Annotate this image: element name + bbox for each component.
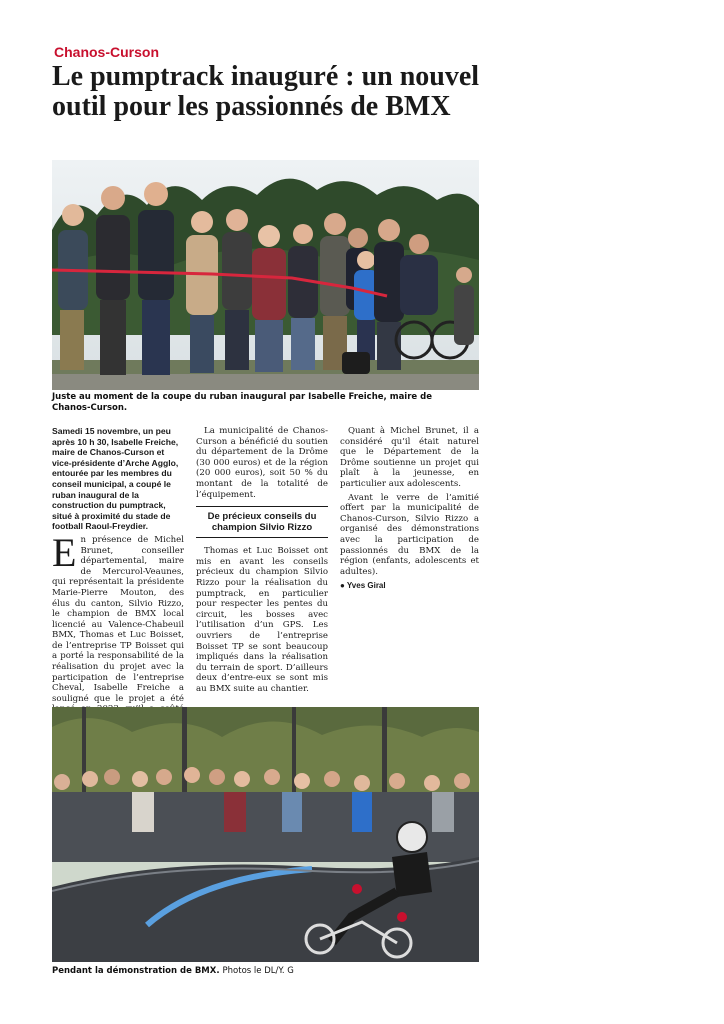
photo2-caption: Pendant la démonstration de BMX. Photos le DL/Y. G: [52, 966, 294, 976]
article-intertitle: De précieux conseils du champion Silvio Rizzo: [196, 506, 328, 538]
article-signature: ● Yves Giral: [340, 581, 386, 591]
photo1-caption: Juste au moment de la coupe du ruban inaugural par Isabelle Freiche, maire de Chanos-Curson.: [52, 392, 432, 413]
article-lead: Samedi 15 novembre, un peu après 10 h 30, Isabelle Freiche, maire de Chanos-Curson et vice-présidente d’Arche Agglo, entourée par les membres du conseil municipal, a coupé le ruban inaugural de la construction du pumptrack, situé à proximité du stade de football Raoul-Freydier.: [52, 426, 179, 532]
photo-credit: Photos le DL/Y. G: [222, 966, 294, 976]
article-column-3: [340, 426, 479, 592]
bmx-demo-photo: [52, 707, 479, 962]
article-paragraph-4: Quant à Michel Brunet, il a considéré qu’il était naturel que le Département de la Drôme soutienne un projet qui plaît à la jeunesse, en particulier aux adolescents.: [340, 426, 479, 489]
article-paragraph-5: Avant le verre de l’amitié offert par la municipalité de Chanos-Curson, Silvio Rizzo a organisé des démonstrations avec la participation de passionnés du BMX de la région (enfants, adolescents et adultes).: [340, 492, 479, 577]
article-paragraph-1: En présence de Michel Brunet, conseiller départemental, maire de Mercurol-Veaunes, qui représentait la présidente Marie-Pierre Mouton, des élus du canton, Silvio Rizzo, le champion de BMX local licencié au Valence-Chabeuil BMX, Thomas et Luc Boisset, de l’entreprise TP Boisset qui a porté la responsabilité de la réalisation du projet avec la participation de l’entreprise Cheval, Isabelle Freiche a souligné que le projet a été: [52, 529, 184, 704]
drop-cap: E: [52, 529, 77, 575]
article-paragraph-2: La municipalité de Chanos-Curson a bénéficié du soutien du département de la Drôme (30 000 euros) et de la région (20 000 euros), soit 50 % du montant de la totalité de l’équipement.: [196, 426, 328, 500]
article-kicker: Chanos-Curson: [54, 44, 159, 60]
article-column-1: [52, 426, 184, 729]
article-paragraph-3: Thomas et Luc Boisset ont mis en avant les conseils précieux du champion Silvio Rizzo pour la réalisation du pumptrack, en particulier pour respecter les pentes du circuit, les bosses avec l’utilisation d’un GPS. Les ouvriers de l’entreprise Boisset TP se sont beaucoup impliqués dans la réalisation du terrain de sport. D’ailleurs deux d’entre-eux se sont mis au BMX suite au chantier.: [196, 546, 328, 694]
article-headline: Le pumptrack inauguré : un nouvel outil pour les passionnés de BMX: [52, 61, 480, 122]
article-column-2: [196, 426, 328, 697]
ribbon-cutting-photo: [52, 160, 479, 390]
